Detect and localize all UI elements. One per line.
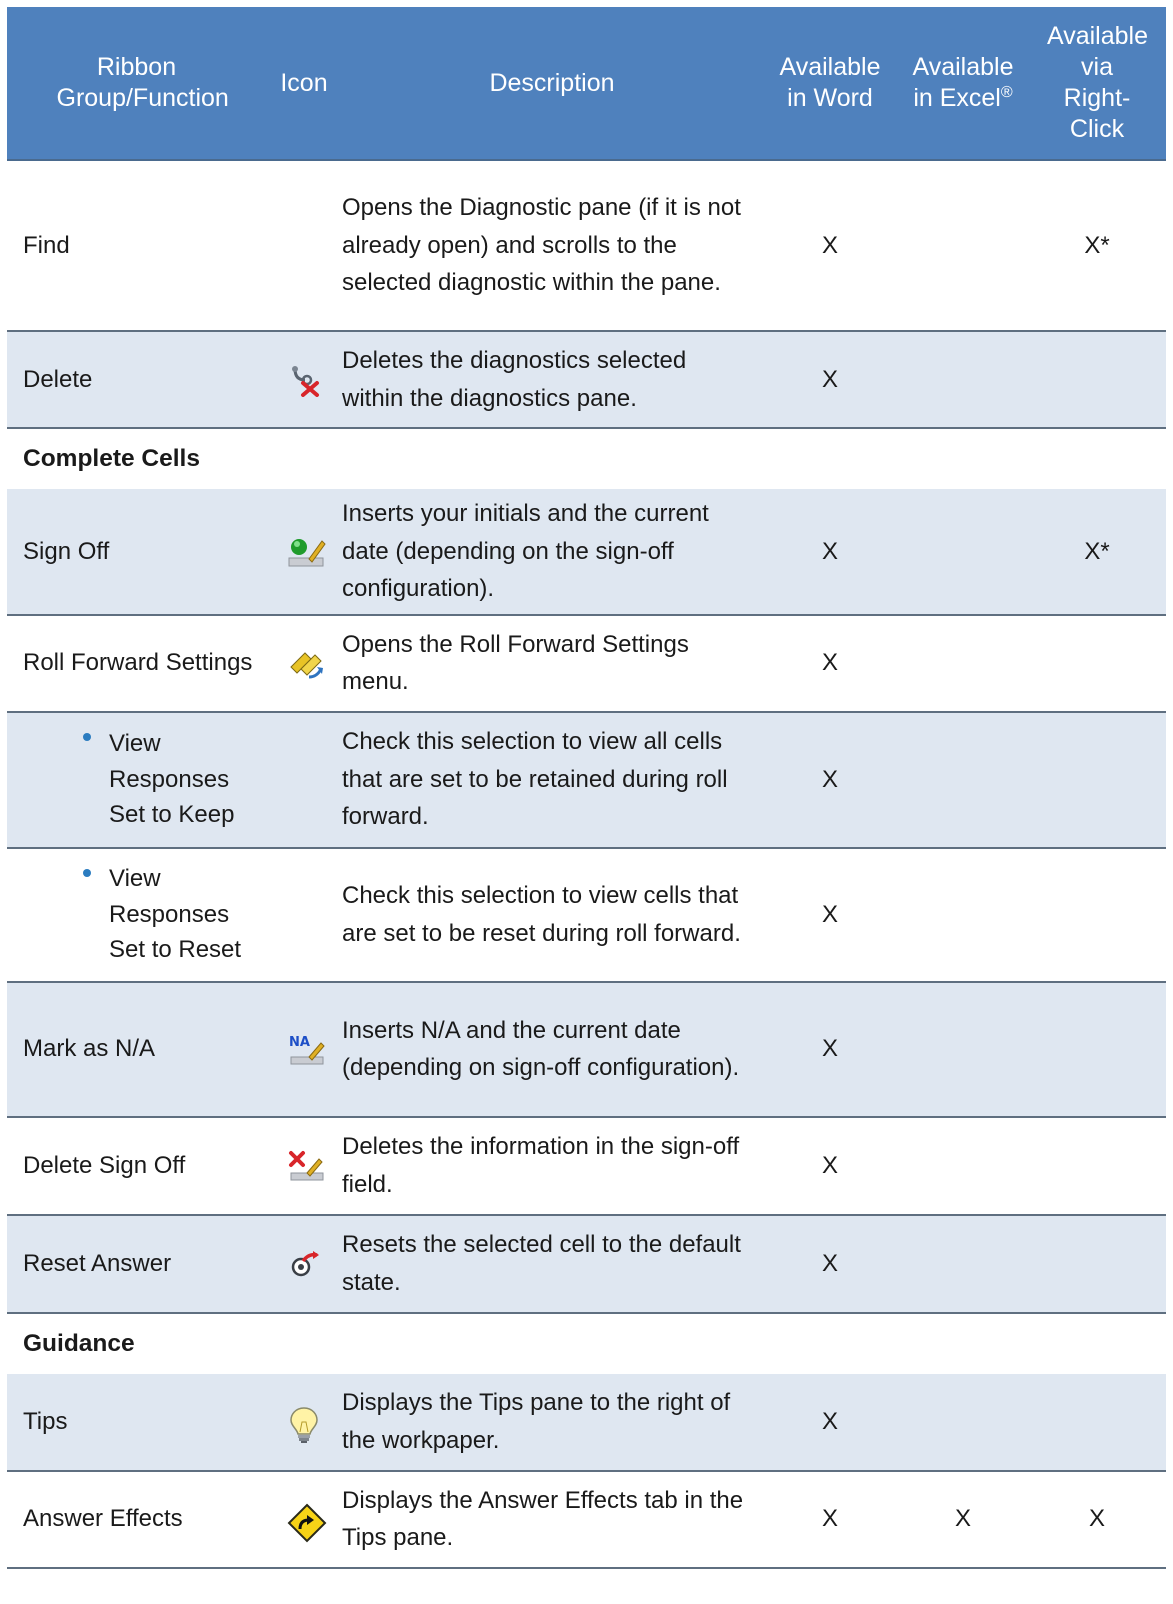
header-ribbon-group-label: Ribbon Group/Function [56, 53, 229, 112]
available-via-right-click [1028, 1215, 1166, 1313]
lightbulb-icon [287, 1405, 321, 1439]
bullet-icon [83, 733, 91, 741]
section-row [7, 1313, 1166, 1374]
available-in-excel [898, 1117, 1028, 1215]
available-in-word: X [762, 848, 898, 982]
mark-na-icon [287, 1033, 321, 1067]
svg-text:NA: NA [289, 1034, 310, 1050]
table-row [7, 331, 1166, 428]
available-in-word: X [762, 982, 898, 1117]
available-in-excel [898, 1374, 1028, 1471]
function-name: Sign Off [7, 489, 266, 615]
icon-cell [266, 615, 342, 712]
function-name: Delete Sign Off [7, 1117, 266, 1215]
description: Inserts N/A and the current date (depending on sign-off configuration). [342, 982, 762, 1117]
available-in-excel [898, 160, 1028, 331]
table-row [7, 160, 1166, 331]
table-body [7, 160, 1166, 1568]
available-in-excel [898, 848, 1028, 982]
delete-diagnostic-icon [287, 363, 321, 397]
table-row [7, 615, 1166, 712]
icon-cell [266, 1215, 342, 1313]
available-in-excel [898, 331, 1028, 428]
available-via-right-click [1028, 331, 1166, 428]
header-ribbon-group [7, 7, 266, 160]
table-row [7, 489, 1166, 615]
available-in-excel [898, 982, 1028, 1117]
table-row [7, 1471, 1166, 1568]
available-via-right-click [1028, 712, 1166, 848]
icon-cell [266, 331, 342, 428]
table-row [7, 1374, 1166, 1471]
table-row [7, 712, 1166, 848]
available-in-word: X [762, 331, 898, 428]
icon-cell [266, 712, 342, 848]
available-in-word: X [762, 160, 898, 331]
available-in-word: X [762, 1374, 898, 1471]
header-icon: Icon [266, 7, 342, 160]
available-via-right-click: X* [1028, 160, 1166, 331]
available-in-excel: X [898, 1471, 1028, 1568]
delete-sign-off-icon [287, 1149, 321, 1183]
description: Opens the Diagnostic pane (if it is not already open) and scrolls to the selected diagnostic within the pane. [342, 160, 762, 331]
description: Displays the Answer Effects tab in the Tips pane. [342, 1471, 762, 1568]
header-word-label: Available in Word [779, 53, 881, 112]
available-in-excel [898, 489, 1028, 615]
bullet-icon [83, 869, 91, 877]
available-in-excel [898, 1215, 1028, 1313]
table-row [7, 1215, 1166, 1313]
icon-cell [266, 982, 342, 1117]
header-right-click [1028, 7, 1166, 160]
function-name: Reset Answer [7, 1215, 266, 1313]
icon-cell [266, 1471, 342, 1568]
description: Deletes the information in the sign-off field. [342, 1117, 762, 1215]
reset-answer-icon [287, 1247, 321, 1281]
function-name: View Responses Set to Keep [109, 730, 235, 829]
icon-cell [266, 489, 342, 615]
function-name: Delete [7, 331, 266, 428]
sign-off-icon [287, 535, 321, 569]
section-row [7, 428, 1166, 489]
available-via-right-click [1028, 615, 1166, 712]
available-in-word: X [762, 489, 898, 615]
available-in-word: X [762, 615, 898, 712]
available-in-word: X [762, 1215, 898, 1313]
description: Displays the Tips pane to the right of the workpaper. [342, 1374, 762, 1471]
description: Deletes the diagnostics selected within the diagnostics pane. [342, 331, 762, 428]
table-row [7, 1117, 1166, 1215]
available-in-word: X [762, 1117, 898, 1215]
section-heading: Complete Cells [7, 428, 1166, 489]
available-in-excel [898, 615, 1028, 712]
available-via-right-click [1028, 848, 1166, 982]
table-row [7, 848, 1166, 982]
description: Check this selection to view all cells that are set to be retained during roll forward. [342, 712, 762, 848]
answer-effects-icon [287, 1503, 321, 1537]
header-word [762, 7, 898, 160]
available-via-right-click: X* [1028, 489, 1166, 615]
available-via-right-click [1028, 1374, 1166, 1471]
header-right-click-label: Available via Right-Click [1047, 22, 1149, 143]
header-excel-label: Available in Excel [912, 53, 1014, 112]
available-via-right-click: X [1028, 1471, 1166, 1568]
icon-cell [266, 160, 342, 331]
icon-cell [266, 848, 342, 982]
available-via-right-click [1028, 982, 1166, 1117]
available-in-word: X [762, 712, 898, 848]
header-description: Description [342, 7, 762, 160]
available-in-excel [898, 712, 1028, 848]
section-heading: Guidance [7, 1313, 1166, 1374]
function-name: Find [7, 160, 266, 331]
table-header [7, 7, 1166, 160]
function-name: Answer Effects [7, 1471, 266, 1568]
roll-forward-icon [287, 647, 321, 681]
description: Check this selection to view cells that are set to be reset during roll forward. [342, 848, 762, 982]
description: Inserts your initials and the current date (depending on the sign-off configuration). [342, 489, 762, 615]
ribbon-functions-table [7, 7, 1166, 1569]
icon-cell [266, 1117, 342, 1215]
function-name-cell [7, 712, 266, 848]
available-in-word: X [762, 1471, 898, 1568]
function-name: Tips [7, 1374, 266, 1471]
icon-cell [266, 1374, 342, 1471]
header-excel [898, 7, 1028, 160]
registered-mark: ® [1000, 84, 1013, 101]
function-name: Roll Forward Settings [7, 615, 266, 712]
function-name-cell [7, 848, 266, 982]
function-name: View Responses Set to Reset [109, 865, 242, 964]
description: Opens the Roll Forward Settings menu. [342, 615, 762, 712]
description: Resets the selected cell to the default state. [342, 1215, 762, 1313]
table-row [7, 982, 1166, 1117]
function-name: Mark as N/A [7, 982, 266, 1117]
available-via-right-click [1028, 1117, 1166, 1215]
